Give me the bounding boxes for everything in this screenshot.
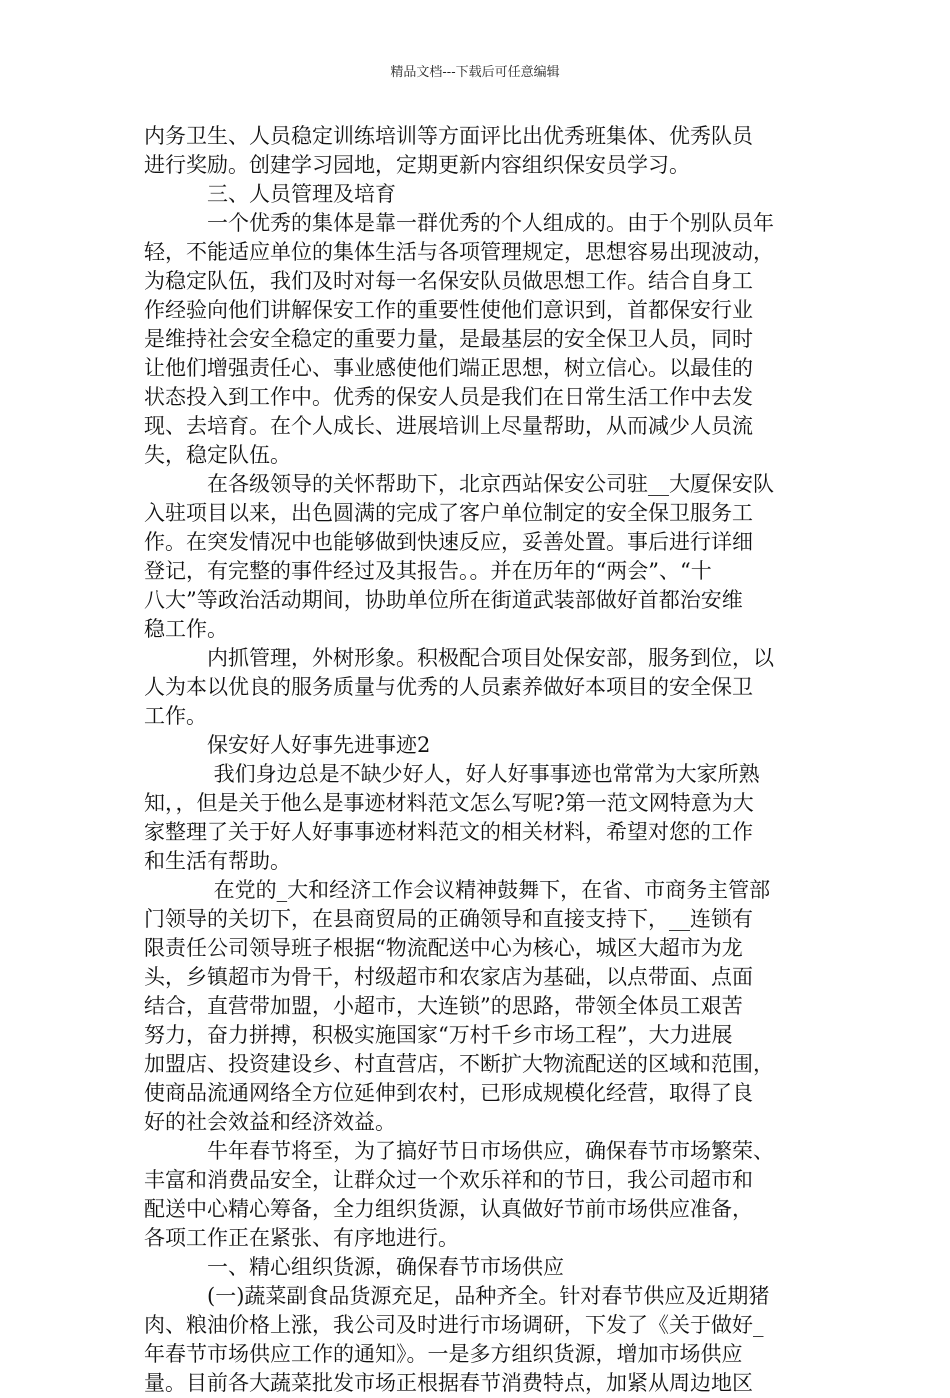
text-line: 让他们增强责任心、事业感使他们端正思想，树立信心。以最佳的 (144, 356, 753, 380)
text-line: 内抓管理，外树形象。积极配合项目处保安部，服务到位，以 (144, 646, 774, 670)
text-line: 使商品流通网络全方位延伸到农村，已形成规模化经营，取得了良 (144, 1081, 753, 1105)
text-line: 家整理了关于好人好事事迹材料范文的相关材料，希望对您的工作 (144, 820, 753, 844)
text-line: 一个优秀的集体是靠一群优秀的个人组成的。由于个别队员年 (144, 211, 774, 235)
text-line: 结合，直营带加盟，小超市，大连锁”的思路，带领全体员工艰苦 (144, 994, 743, 1018)
text-line: 在党的_大和经济工作会议精神鼓舞下，在省、市商务主管部 (144, 878, 771, 902)
text-line: 牛年春节将至，为了搞好节日市场供应，确保春节市场繁荣、 (144, 1139, 774, 1163)
text-line: 量。目前各大蔬菜批发市场正根据春节消费特点，加紧从周边地区 (144, 1371, 753, 1395)
section-heading: 保安好人好事先进事迹2 (144, 733, 431, 757)
text-line: (一)蔬菜副食品货源充足，品种齐全。针对春节供应及近期猪 (144, 1284, 770, 1308)
text-line: 状态投入到工作中。优秀的保安人员是我们在日常生活工作中去发 (144, 385, 753, 409)
text-line: 内务卫生、人员稳定训练培训等方面评比出优秀班集体、优秀队员 (144, 124, 753, 148)
text-line: 努力，奋力拼搏，积极实施国家“万村千乡市场工程”，大力进展 (144, 1023, 733, 1047)
text-line: 在各级领导的关怀帮助下，北京西站保安公司驻__大厦保安队 (144, 472, 774, 496)
text-line: 我们身边总是不缺少好人，好人好事事迹也常常为大家所熟 (144, 762, 760, 786)
text-line: 作。在突发情况中也能够做到快速反应，妥善处置。事后进行详细 (144, 530, 753, 554)
text-line: 入驻项目以来，出色圆满的完成了客户单位制定的安全保卫服务工 (144, 501, 753, 525)
text-line: 轻，不能适应单位的集体生活与各项管理规定，思想容易出现波动， (144, 240, 774, 264)
text-line: 加盟店、投资建设乡、村直营店，不断扩大物流配送的区域和范围， (144, 1052, 774, 1076)
text-line: 知，，但是关于他么是事迹材料范文怎么写呢?第一范文网特意为大 (144, 791, 754, 815)
text-line: 稳工作。 (144, 617, 228, 641)
text-line: 好的社会效益和经济效益。 (144, 1110, 396, 1134)
text-line: 人为本以优良的服务质量与优秀的人员素养做好本项目的安全保卫 (144, 675, 753, 699)
text-line: 是维持社会安全稳定的重要力量，是最基层的安全保卫人员，同时 (144, 327, 753, 351)
text-line: 肉、粮油价格上涨，我公司及时进行市场调研，下发了《关于做好_ (144, 1313, 764, 1337)
document-body (144, 122, 824, 1398)
text-line: 年春节市场供应工作的通知》。一是多方组织货源，增加市场供应 (144, 1342, 743, 1366)
text-line: 头，乡镇超市为骨干，村级超市和农家店为基础，以点带面、点面 (144, 965, 753, 989)
text-line: 门领导的关切下，在县商贸局的正确领导和直接支持下，__连锁有 (144, 907, 753, 931)
text-line: 为稳定队伍，我们及时对每一名保安队员做思想工作。结合自身工 (144, 269, 753, 293)
text-line: 进行奖励。创建学习园地，定期更新内容组织保安员学习。 (144, 153, 690, 177)
section-heading: 一、精心组织货源，确保春节市场供应 (144, 1255, 564, 1279)
text-line: 八大”等政治活动期间，协助单位所在街道武装部做好首都治安维 (144, 588, 743, 612)
text-line: 失，稳定队伍。 (144, 443, 291, 467)
text-line: 丰富和消费品安全，让群众过一个欢乐祥和的节日，我公司超市和 (144, 1168, 753, 1192)
text-line: 工作。 (144, 704, 207, 728)
text-line: 各项工作正在紧张、有序地进行。 (144, 1226, 459, 1250)
text-line: 和生活有帮助。 (144, 849, 291, 873)
text-line: 作经验向他们讲解保安工作的重要性使他们意识到，首都保安行业 (144, 298, 753, 322)
text-line: 现、去培育。在个人成长、进展培训上尽量帮助，从而减少人员流 (144, 414, 753, 438)
text-line: 限责任公司领导班子根据“物流配送中心为核心，城区大超市为龙 (144, 936, 743, 960)
page-header: 精品文档---下载后可任意编辑 (390, 65, 560, 80)
text-line: 登记，有完整的事件经过及其报告。。并在历年的“两会”、“十 (144, 559, 712, 583)
text-line: 配送中心精心筹备，全力组织货源，认真做好节前市场供应准备， (144, 1197, 753, 1221)
section-heading: 三、人员管理及培育 (144, 182, 396, 206)
